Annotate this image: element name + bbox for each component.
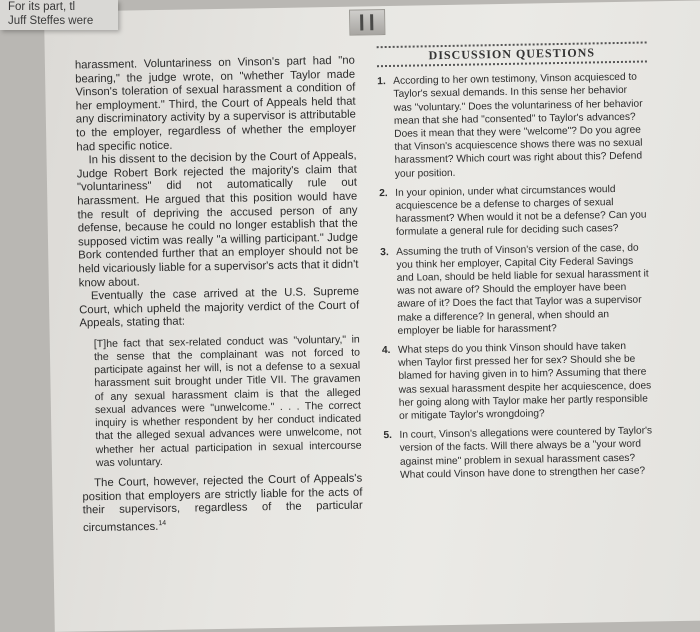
fragment-line-2: Juff Steffes were: [8, 15, 94, 27]
question-number: 1.: [377, 76, 386, 88]
question-item: [379, 182, 650, 240]
block-quote: [T]he fact that sex-related conduct was "voluntary," in the sense that the complainant was not forced to participate against her will, is not a defense to a sexual harassment suit brought under Title VII. The gravamen of any sexual harassment claim is that the alleged sexual advances were "unwelcome." . . . The correct inquiry is whether respondent by her conduct indicated that the alleged sexual advances were unwelcome, not whether her actual participation in sexual intercourse was voluntary.: [93, 333, 362, 469]
paragraph-4: [82, 472, 363, 535]
paragraph-4-text: The Court, however, rejected the Court of Appeals's position that employers are strictly liable for the acts of their supervisors, regardless of the particular circumstances.: [82, 472, 363, 534]
question-number: 5.: [383, 430, 393, 442]
fragment-line-1: For its part, tl: [8, 1, 76, 13]
question-item: [380, 241, 652, 338]
previous-page-fragment: [0, 0, 118, 30]
photo-thumbnail: [349, 9, 385, 36]
question-number: 2.: [379, 187, 388, 200]
paragraph-1: harassment. Voluntariness on Vinson's part had "no bearing," the judge wrote, on "whether Taylor made Vinson's toleration of sexual harassment a condition of her employment." Third, the Court of Appeals held that any discriminatory activity by a supervisor is attributable to the employer, regardless of whether the employer had specific notice.: [74, 54, 357, 154]
question-text: What steps do you think Vinson should have taken when Taylor first pressed her for sex? Should she be blamed for having given in to him? Assuming that there was sexual harassment despite her acquiescence, does her going along with Taylor make her partly responsible or mitigate Taylor's wrongdoing?: [397, 340, 652, 422]
question-text: In your opinion, under what circumstances would acquiescence be a defense to charges of sexual harassment? When would it not be a defense? Can you formulate a general rule for deciding such cases?: [395, 183, 647, 239]
question-item: [382, 340, 653, 424]
book-page: [44, 0, 700, 632]
question-number: 4.: [381, 345, 391, 357]
paragraph-2: In his dissent to the decision by the Court of Appeals, Judge Robert Bork rejected the majority's claim that "voluntariness" did not automatically rule out harassment. He argued that this position would have the result of depriving the accused person of any defense, because he could no longer establish that the supposed victim was really "a willing participant." Judge Bork contended further that an employer should not be held vicariously liable for a supervisor's acts that it didn't know about.: [76, 149, 359, 289]
question-text: Assuming the truth of Vinson's version of the case, do you think her employer, Capital City Federal Savings and Loan, should be held liable for sexual harassment it was not aware of? Should the employer have been aware of it? Does the fact that Taylor was a supervisor make a difference? In general, when should an employer be liable for harassment?: [396, 242, 649, 337]
question-text: According to her own testimony, Vinson acquiesced to Taylor's sexual demands. In this sense her behavior was "voluntary." Does the voluntariness of her behavior mean that she had "consented" to Taylor's advances? Does it mean that they were "welcome"? Do you agree that Vinson's acquiescence shows there was no sexual harassment? Which court was right about this? Defend your position.: [393, 71, 643, 180]
right-column: [377, 41, 655, 488]
question-text: In court, Vinson's allegations were countered by Taylor's version of the facts. Will there always be a "your word against mine" problem in sexual harassment cases? What could Vinson have done to strengthen her case?: [399, 425, 653, 481]
paragraph-3: Eventually the case arrived at the U.S. Supreme Court, which upheld the majority verdict of the Court of Appeals, stating that:: [79, 285, 360, 330]
left-column: [75, 55, 363, 536]
question-number: 3.: [380, 246, 389, 258]
footnote-marker: 14: [158, 519, 167, 527]
discussion-heading: DISCUSSION QUESTIONS: [377, 41, 647, 67]
question-item: [377, 71, 649, 181]
question-item: [383, 425, 654, 483]
